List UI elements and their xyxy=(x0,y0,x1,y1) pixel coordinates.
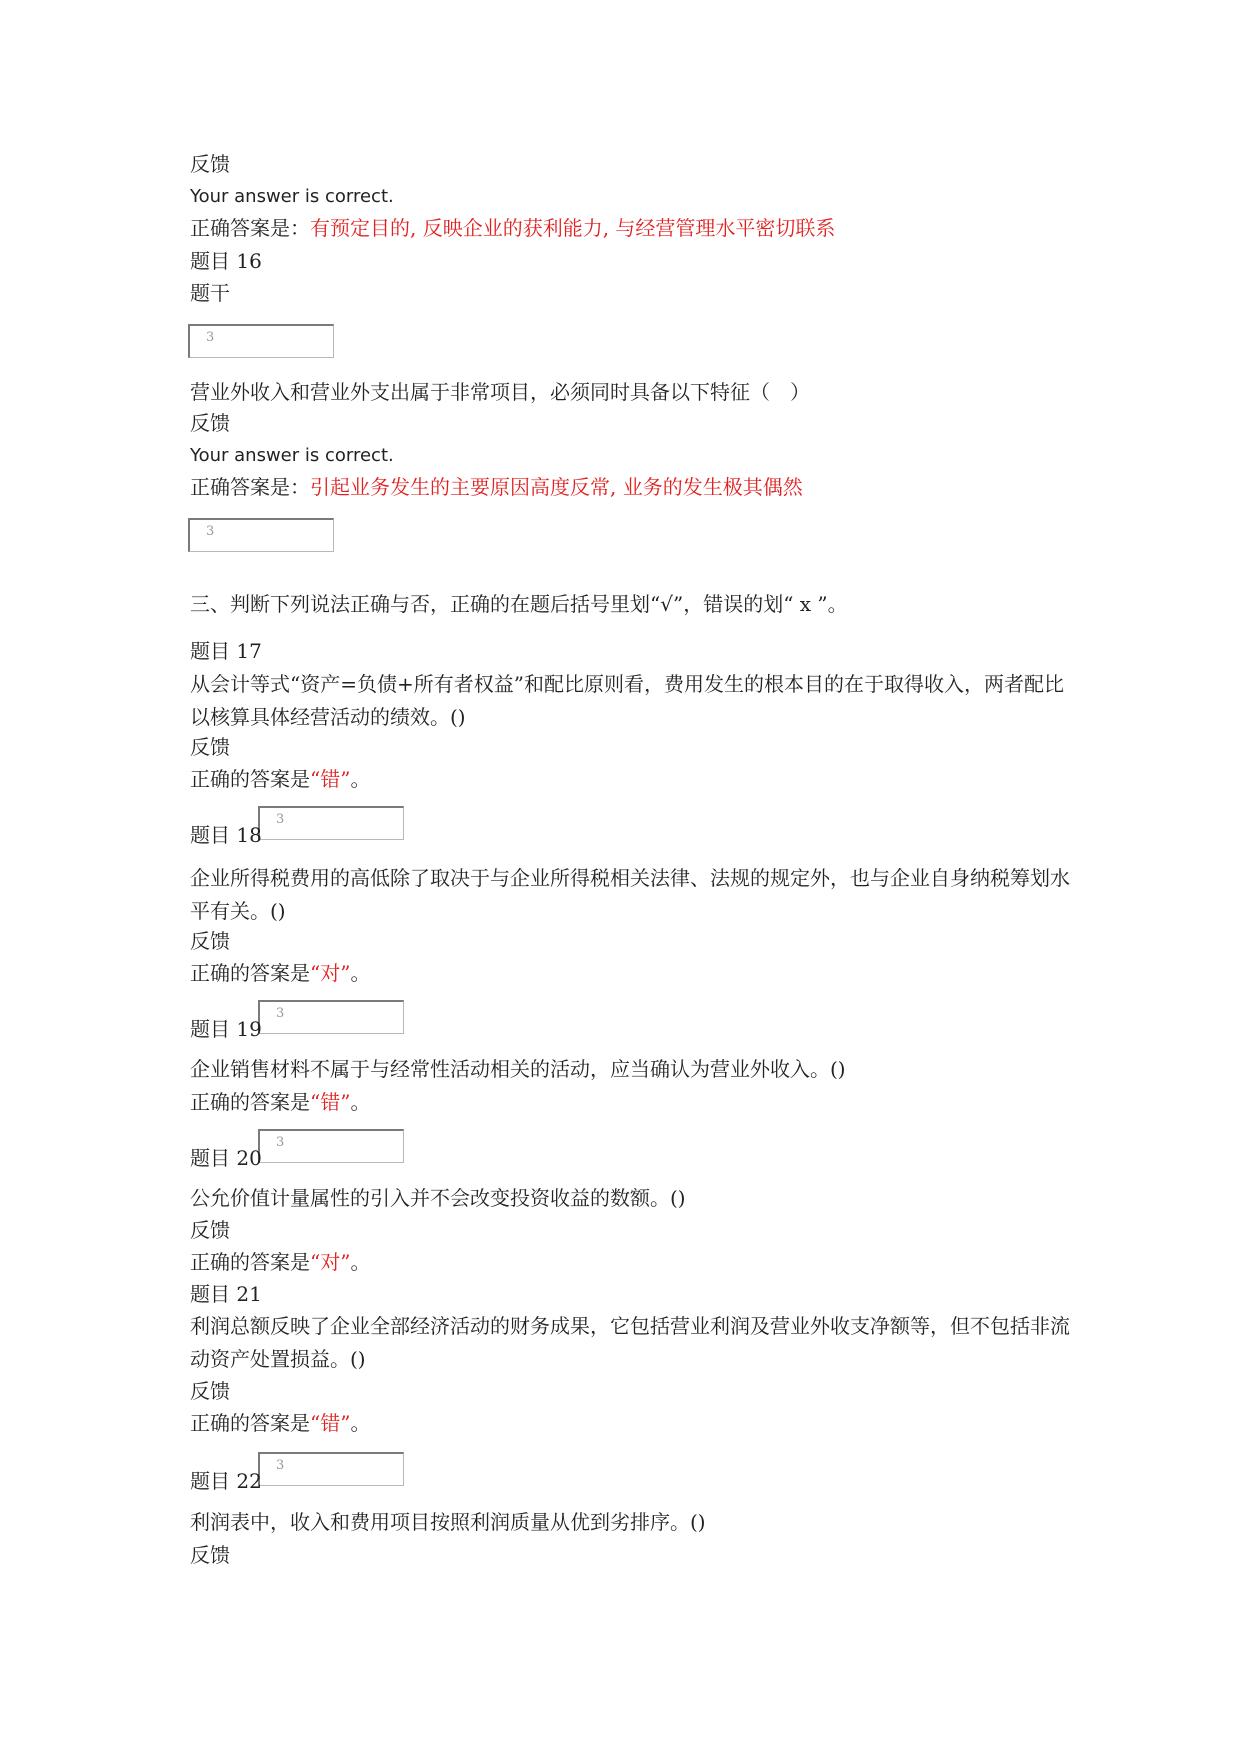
feedback-label: 反馈 xyxy=(190,735,230,759)
correct-answer-line xyxy=(190,475,803,499)
answer-prefix: 正确的答案是 xyxy=(190,961,310,985)
answer-value: “错” xyxy=(310,767,351,791)
answer-prefix: 正确的答案是 xyxy=(190,767,310,791)
answer-value: “对” xyxy=(310,1250,351,1274)
answer-prefix: 正确的答案是 xyxy=(190,1090,310,1114)
correct-answer-line xyxy=(190,767,370,791)
question-text: 企业所得税费用的高低除了取决于与企业所得税相关法律、法规的规定外，也与企业自身纳税筹划水平有关。() xyxy=(190,866,1070,923)
question-text: 企业销售材料不属于与经常性活动相关的活动，应当确认为营业外收入。() xyxy=(190,1057,846,1081)
stem-label: 题干 xyxy=(190,281,230,305)
correct-answer-line xyxy=(190,1090,370,1114)
correct-answer-line xyxy=(190,961,370,985)
feedback-label: 反馈 xyxy=(190,411,230,435)
correct-answer-value: 引起业务发生的主要原因高度反常, 业务的发生极其偶然 xyxy=(310,475,803,499)
answer-value: “错” xyxy=(310,1090,351,1114)
feedback-label: 反馈 xyxy=(190,1218,230,1242)
answer-status: Your answer is correct. xyxy=(190,186,394,207)
correct-answer-line xyxy=(190,1250,370,1274)
correct-answer-prefix: 正确答案是： xyxy=(190,475,310,499)
question-text: 利润总额反映了企业全部经济活动的财务成果，它包括营业利润及营业外收支净额等，但不包括非流动资产处置损益。() xyxy=(190,1314,1070,1371)
box-value: 3 xyxy=(206,330,215,345)
box-value: 3 xyxy=(276,812,285,827)
period: 。 xyxy=(350,961,371,985)
question-title: 题目 19 xyxy=(190,1017,262,1041)
feedback-label: 反馈 xyxy=(190,929,230,953)
period: 。 xyxy=(350,1411,371,1435)
question-text: 营业外收入和营业外支出属于非常项目，必须同时具备以下特征（ ） xyxy=(190,380,810,404)
question-title: 题目 17 xyxy=(190,639,262,663)
correct-answer-line xyxy=(190,216,835,240)
question-title: 题目 16 xyxy=(190,249,262,273)
correct-answer-line xyxy=(190,1411,370,1435)
answer-box[interactable] xyxy=(258,806,404,840)
answer-box[interactable] xyxy=(188,324,334,358)
box-value: 3 xyxy=(276,1006,285,1021)
box-value: 3 xyxy=(276,1458,285,1473)
feedback-label: 反馈 xyxy=(190,1543,230,1567)
answer-box[interactable] xyxy=(258,1129,404,1163)
answer-prefix: 正确的答案是 xyxy=(190,1250,310,1274)
question-title: 题目 18 xyxy=(190,823,262,847)
correct-answer-prefix: 正确答案是： xyxy=(190,216,310,240)
answer-status: Your answer is correct. xyxy=(190,445,394,466)
answer-value: “对” xyxy=(310,961,351,985)
answer-box[interactable] xyxy=(258,1452,404,1486)
period: 。 xyxy=(350,1090,371,1114)
question-text: 公允价值计量属性的引入并不会改变投资收益的数额。() xyxy=(190,1186,686,1210)
correct-answer-value: 有预定目的, 反映企业的获利能力, 与经营管理水平密切联系 xyxy=(310,216,836,240)
answer-box[interactable] xyxy=(258,1000,404,1034)
question-title: 题目 20 xyxy=(190,1146,262,1170)
box-value: 3 xyxy=(276,1135,285,1150)
box-value: 3 xyxy=(206,524,215,539)
period: 。 xyxy=(350,1250,371,1274)
question-title: 题目 21 xyxy=(190,1282,262,1306)
feedback-label: 反馈 xyxy=(190,152,230,176)
question-text: 从会计等式“资产=负债+所有者权益”和配比原则看，费用发生的根本目的在于取得收入，两者配比以核算具体经营活动的绩效。() xyxy=(190,672,1064,729)
answer-value: “错” xyxy=(310,1411,351,1435)
period: 。 xyxy=(350,767,371,791)
question-text: 利润表中，收入和费用项目按照利润质量从优到劣排序。() xyxy=(190,1510,706,1534)
answer-box[interactable] xyxy=(188,518,334,552)
section-header: 三、判断下列说法正确与否，正确的在题后括号里划“√”，错误的划“ x ”。 xyxy=(190,592,848,616)
answer-prefix: 正确的答案是 xyxy=(190,1411,310,1435)
feedback-label: 反馈 xyxy=(190,1379,230,1403)
question-title: 题目 22 xyxy=(190,1469,262,1493)
